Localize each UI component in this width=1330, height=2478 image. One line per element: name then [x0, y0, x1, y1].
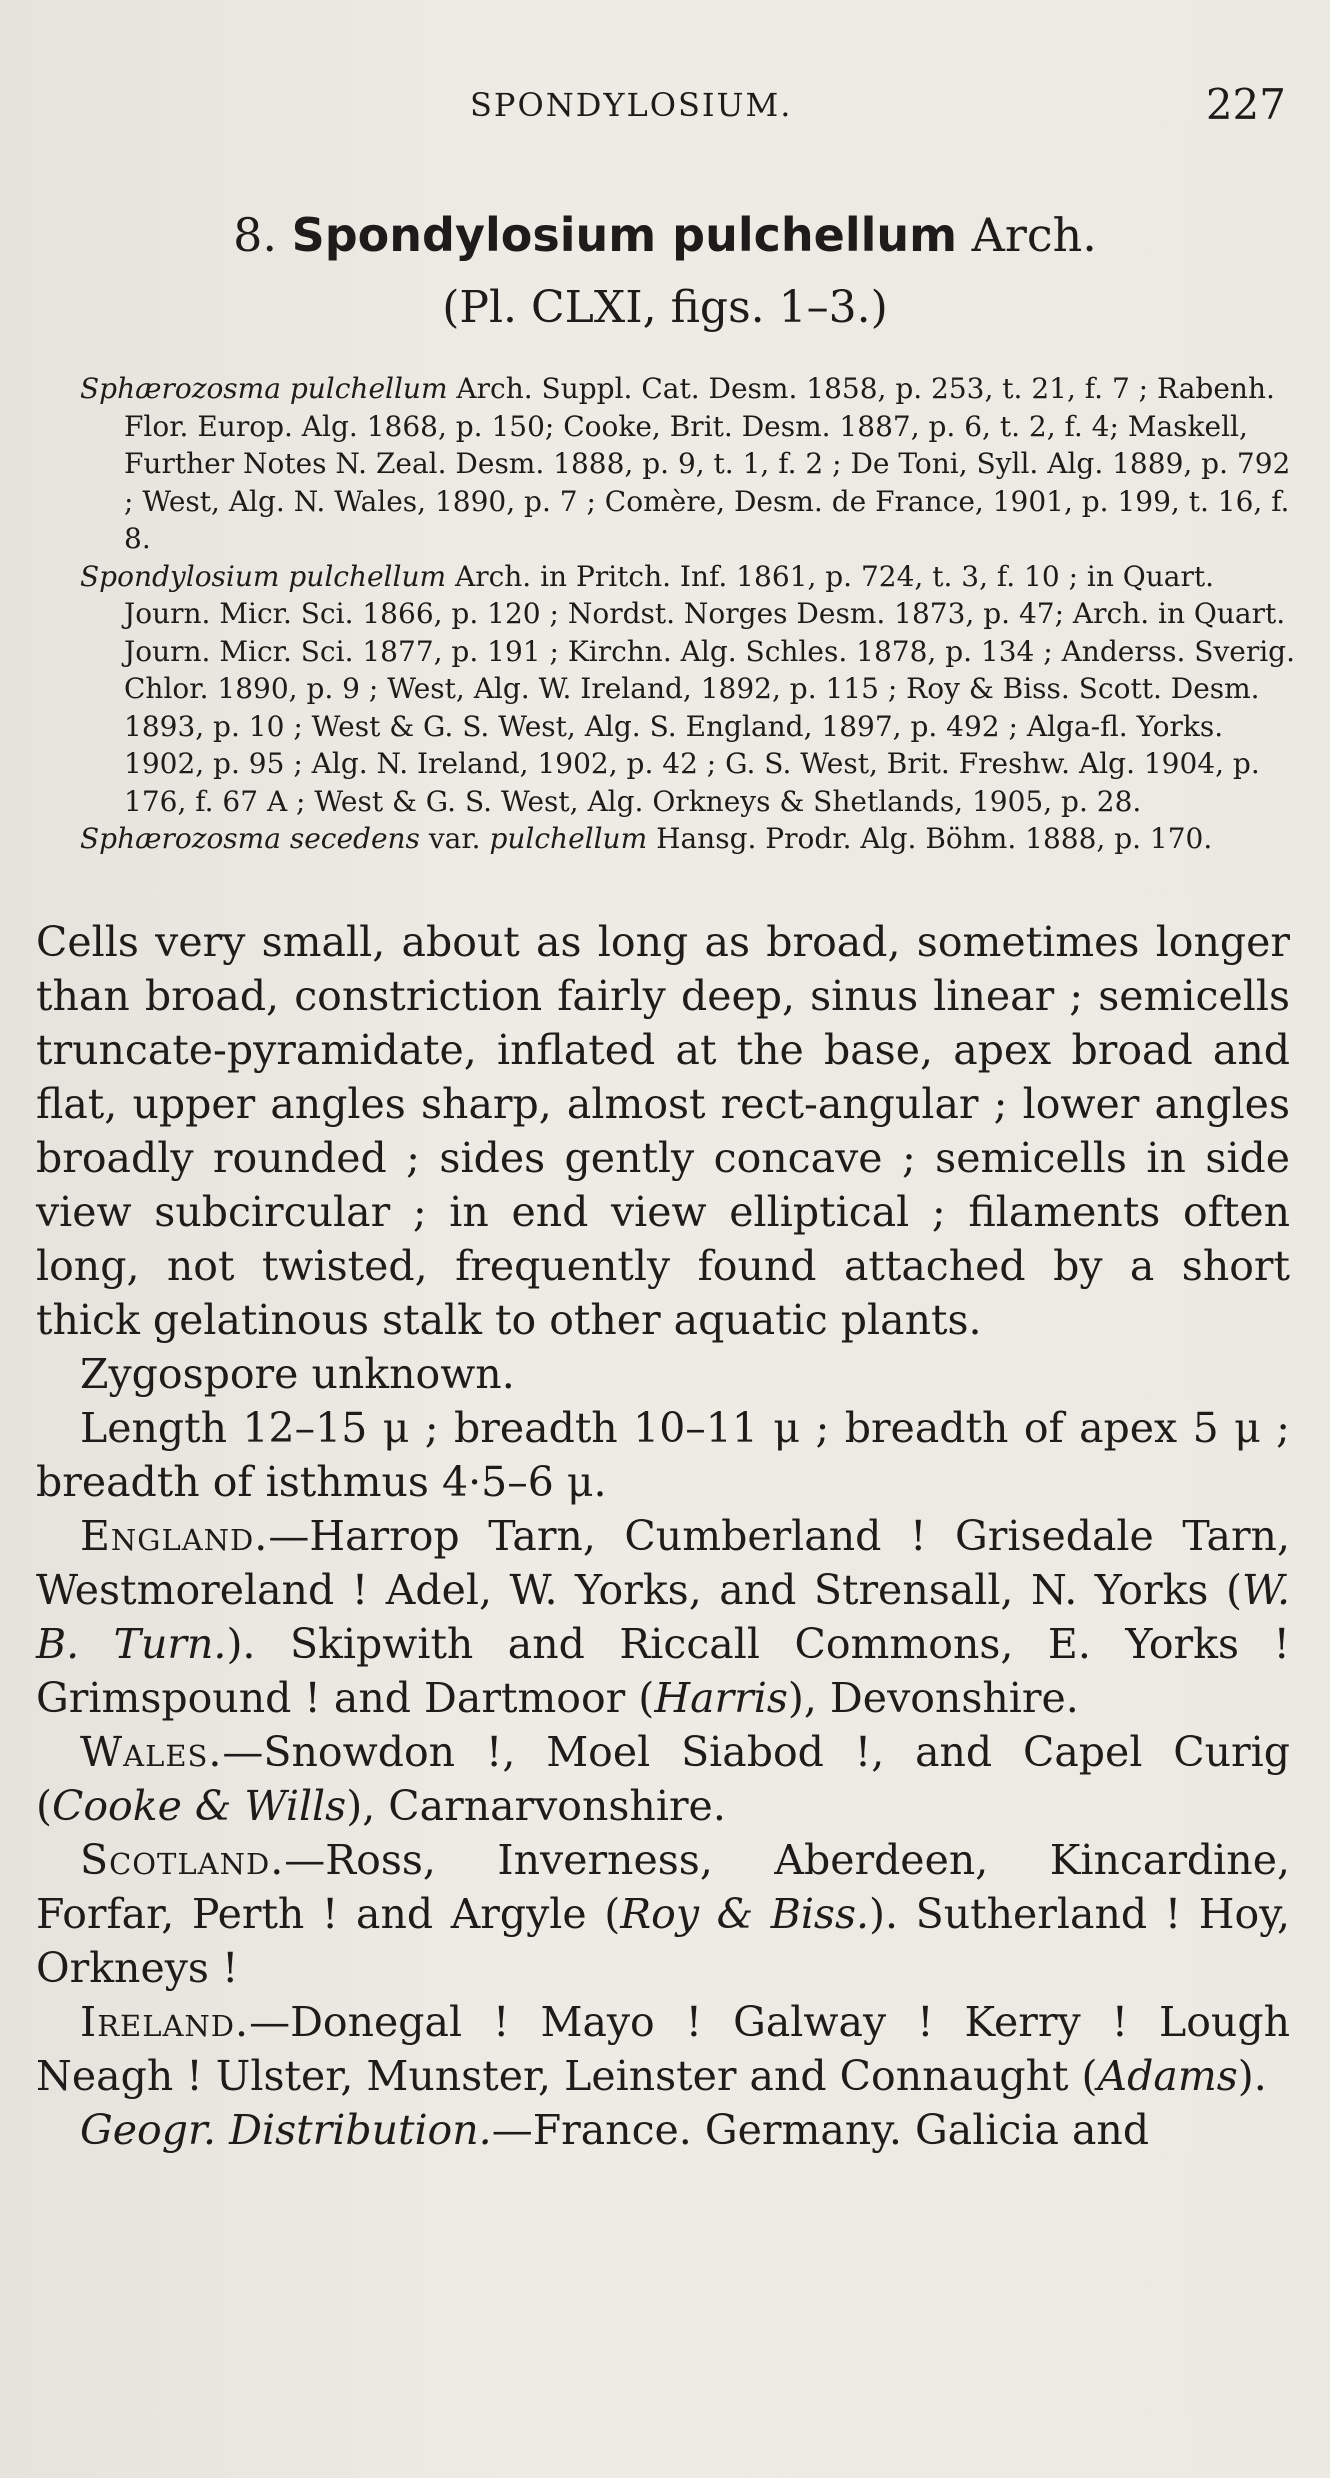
- body-text: [36, 915, 1290, 2157]
- synonym-rank: var.: [419, 822, 490, 855]
- region-label: Wales.: [80, 1728, 223, 1776]
- region-localities: —Harrop Tarn, Cumberland ! Grisedale Tarn, Westmoreland ! Adel, W. Yorks, and Strensall, N. Yorks (: [36, 1512, 1290, 1614]
- plate-reference: (Pl. CLXI, figs. 1–3.): [442, 282, 888, 333]
- species-number: 8.: [233, 208, 277, 262]
- collector-name: W. B. Turn.: [36, 1566, 1290, 1668]
- collector-name: Harris: [654, 1674, 788, 1722]
- region-label: England.: [80, 1512, 269, 1560]
- region-localities: ), Devonshire.: [787, 1674, 1079, 1722]
- synonym-entry: [80, 370, 1300, 558]
- region-label: Ireland.: [80, 1998, 250, 2046]
- region-localities: —France. Germany. Galicia and: [491, 2106, 1150, 2154]
- distribution-england: [36, 1509, 1290, 1725]
- collector-name: Adams: [1097, 2052, 1238, 2100]
- region-localities: ). Sutherland ! Hoy, Orkneys !: [36, 1890, 1290, 1992]
- region-localities: ). Skipwith and Riccall Commons, E. Yorks ! Grimspound ! and Dartmoor (: [36, 1620, 1290, 1722]
- running-title: SPONDYLOSIUM.: [470, 86, 793, 124]
- synonym-entry: [80, 820, 1300, 858]
- distribution-ireland: [36, 1995, 1290, 2103]
- region-localities: ).: [1237, 2052, 1267, 2100]
- species-authority: Arch.: [971, 208, 1097, 262]
- region-label: Geogr. Distribution.: [80, 2106, 492, 2154]
- synonym-taxon: Sphærozosma secedens: [80, 822, 420, 855]
- region-label: Scotland.: [80, 1836, 285, 1884]
- synonym-entry: [80, 558, 1300, 821]
- synonym-references: Arch. Suppl. Cat. Desm. 1858, p. 253, t. 21, f. 7 ; Rabenh. Flor. Europ. Alg. 1868, p. 150; Cooke, Brit. Desm. 1887, p. 6, t. 2, f. 4; Maskell, Further Notes N. Zeal. Desm. 1888, p. 9, t. 1, f. 2 ; De Toni, Syll. Alg. 1889, p. 792 ; West, Alg. N. Wales, 1890, p. 7 ; Comère, Desm. de France, 1901, p. 199, t. 16, f. 8.: [124, 372, 1291, 555]
- species-name: Spondylosium pulchellum: [291, 208, 958, 262]
- description-paragraph: Cells very small, about as long as broad, sometimes longer than broad, constriction fairly deep, sinus linear ; semicells truncate-pyramidate, inflated at the base, apex broad and flat, upper angles sharp, almost rect-angular ; lower angles broadly rounded ; sides gently concave ; semicells in side view subcircular ; in end view elliptical ; filaments often long, not twisted, frequently found attached by a short thick gelatinous stalk to other aquatic plants.: [36, 918, 1290, 1344]
- synonym-variety: pulchellum: [489, 822, 648, 855]
- measurements-paragraph: Length 12–15 μ ; breadth 10–11 μ ; breadth of apex 5 μ ; breadth of isthmus 4·5–6 μ.: [36, 1404, 1290, 1506]
- region-localities: ), Carnarvonshire.: [346, 1782, 726, 1830]
- distribution-wales: [36, 1725, 1290, 1833]
- collector-name: Roy & Biss.: [620, 1890, 870, 1938]
- species-heading: [0, 208, 1330, 262]
- synonym-taxon: Sphærozosma pulchellum: [80, 372, 448, 405]
- zygospore-paragraph: Zygospore unknown.: [80, 1350, 515, 1398]
- region-localities: —Donegal ! Mayo ! Galway ! Kerry ! Lough Neagh ! Ulster, Munster, Leinster and Connaught (: [36, 1998, 1290, 2100]
- geographic-distribution: [36, 2103, 1290, 2157]
- page-number: 227: [1205, 80, 1286, 129]
- synonym-references: Arch. in Pritch. Inf. 1861, p. 724, t. 3, f. 10 ; in Quart. Journ. Micr. Sci. 1866, p. 120 ; Nordst. Norges Desm. 1873, p. 47; Arch. in Quart. Journ. Micr. Sci. 1877, p. 191 ; Kirchn. Alg. Schles. 1878, p. 134 ; Anderss. Sverig. Chlor. 1890, p. 9 ; West, Alg. W. Ireland, 1892, p. 115 ; Roy & Biss. Scott. Desm. 1893, p. 10 ; West & G. S. West, Alg. S. England, 1897, p. 492 ; Alga-fl. Yorks. 1902, p. 95 ; Alg. N. Ireland, 1902, p. 42 ; G. S. West, Brit. Freshw. Alg. 1904, p. 176, f. 67 A ; West & G. S. West, Alg. Orkneys & Shetlands, 1905, p. 28.: [124, 559, 1295, 818]
- region-localities: —Ross, Inverness, Aberdeen, Kincardine, Forfar, Perth ! and Argyle (: [36, 1836, 1290, 1938]
- synonym-references: Hansg. Prodr. Alg. Böhm. 1888, p. 170.: [656, 822, 1213, 855]
- synonymy-block: [80, 370, 1300, 858]
- region-localities: —Snowdon !, Moel Siabod !, and Capel Curig (: [36, 1728, 1290, 1830]
- distribution-scotland: [36, 1833, 1290, 1995]
- synonym-taxon: Spondylosium pulchellum: [80, 559, 447, 593]
- collector-name: Cooke & Wills: [52, 1782, 347, 1830]
